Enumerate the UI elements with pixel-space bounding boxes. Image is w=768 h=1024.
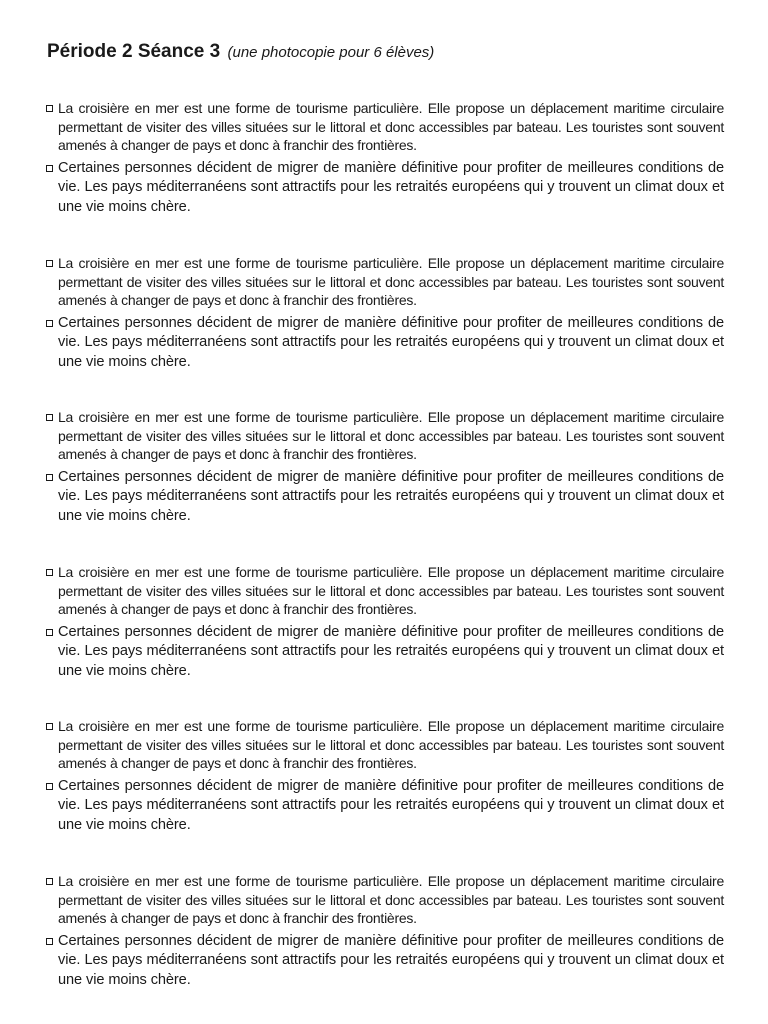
- cruise-paragraph: [44, 717, 724, 773]
- square-bullet-icon: [46, 474, 53, 481]
- migration-paragraph: [44, 314, 724, 373]
- session-subtitle: (une photocopie pour 6 élèves): [227, 44, 435, 61]
- migration-text: Certaines personnes décident de migrer de manière définitive pour profiter de meilleures conditions de vie. Les pays méditerranéens sont attractifs pour les retraités européens qui y trouvent un climat doux et une vie moins chère.: [58, 623, 724, 679]
- migration-paragraph: [44, 623, 724, 682]
- cruise-paragraph: [44, 563, 724, 619]
- square-bullet-icon: [46, 165, 53, 172]
- square-bullet-icon: [46, 629, 53, 636]
- migration-paragraph: [44, 777, 724, 836]
- square-bullet-icon: [46, 878, 53, 885]
- migration-text: Certaines personnes décident de migrer de manière définitive pour profiter de meilleures conditions de vie. Les pays méditerranéens sont attractifs pour les retraités européens qui y trouvent un climat doux et une vie moins chère.: [58, 777, 724, 833]
- migration-text: Certaines personnes décident de migrer de manière définitive pour profiter de meilleures conditions de vie. Les pays méditerranéens sont attractifs pour les retraités européens qui y trouvent un climat doux et une vie moins chère.: [58, 159, 724, 215]
- cruise-text: La croisière en mer est une forme de tourisme particulière. Elle propose un déplacement maritime circulaire permettant de visiter des villes situées sur le littoral et donc accessibles par bateau. Les touristes sont souvent amenés à changer de pays et donc à franchir des frontières.: [58, 409, 724, 462]
- square-bullet-icon: [46, 783, 53, 790]
- page-title: [47, 40, 434, 65]
- cruise-text: La croisière en mer est une forme de tourisme particulière. Elle propose un déplacement maritime circulaire permettant de visiter des villes situées sur le littoral et donc accessibles par bateau. Les touristes sont souvent amenés à changer de pays et donc à franchir des frontières.: [58, 564, 724, 617]
- square-bullet-icon: [46, 320, 53, 327]
- migration-text: Certaines personnes décident de migrer de manière définitive pour profiter de meilleures conditions de vie. Les pays méditerranéens sont attractifs pour les retraités européens qui y trouvent un climat doux et une vie moins chère.: [58, 314, 724, 370]
- migration-text: Certaines personnes décident de migrer de manière définitive pour profiter de meilleures conditions de vie. Les pays méditerranéens sont attractifs pour les retraités européens qui y trouvent un climat doux et une vie moins chère.: [58, 932, 724, 988]
- migration-text: Certaines personnes décident de migrer de manière définitive pour profiter de meilleures conditions de vie. Les pays méditerranéens sont attractifs pour les retraités européens qui y trouvent un climat doux et une vie moins chère.: [58, 468, 724, 524]
- square-bullet-icon: [46, 723, 53, 730]
- cruise-text: La croisière en mer est une forme de tourisme particulière. Elle propose un déplacement maritime circulaire permettant de visiter des villes situées sur le littoral et donc accessibles par bateau. Les touristes sont souvent amenés à changer de pays et donc à franchir des frontières.: [58, 100, 724, 153]
- square-bullet-icon: [46, 260, 53, 267]
- cruise-text: La croisière en mer est une forme de tourisme particulière. Elle propose un déplacement maritime circulaire permettant de visiter des villes situées sur le littoral et donc accessibles par bateau. Les touristes sont souvent amenés à changer de pays et donc à franchir des frontières.: [58, 873, 724, 926]
- square-bullet-icon: [46, 569, 53, 576]
- text-copy-1: [44, 99, 724, 217]
- migration-paragraph: [44, 468, 724, 527]
- square-bullet-icon: [46, 414, 53, 421]
- cruise-text: La croisière en mer est une forme de tourisme particulière. Elle propose un déplacement maritime circulaire permettant de visiter des villes situées sur le littoral et donc accessibles par bateau. Les touristes sont souvent amenés à changer de pays et donc à franchir des frontières.: [58, 255, 724, 308]
- text-copy-4: [44, 563, 724, 681]
- migration-paragraph: [44, 932, 724, 991]
- cruise-paragraph: [44, 99, 724, 155]
- text-copy-6: [44, 872, 724, 990]
- cruise-paragraph: [44, 254, 724, 310]
- square-bullet-icon: [46, 938, 53, 945]
- cruise-paragraph: [44, 872, 724, 928]
- square-bullet-icon: [46, 105, 53, 112]
- text-copy-3: [44, 408, 724, 526]
- session-title: Période 2 Séance 3: [47, 41, 221, 62]
- migration-paragraph: [44, 159, 724, 218]
- text-copy-2: [44, 254, 724, 372]
- text-copy-5: [44, 717, 724, 835]
- cruise-paragraph: [44, 408, 724, 464]
- cruise-text: La croisière en mer est une forme de tourisme particulière. Elle propose un déplacement maritime circulaire permettant de visiter des villes situées sur le littoral et donc accessibles par bateau. Les touristes sont souvent amenés à changer de pays et donc à franchir des frontières.: [58, 718, 724, 771]
